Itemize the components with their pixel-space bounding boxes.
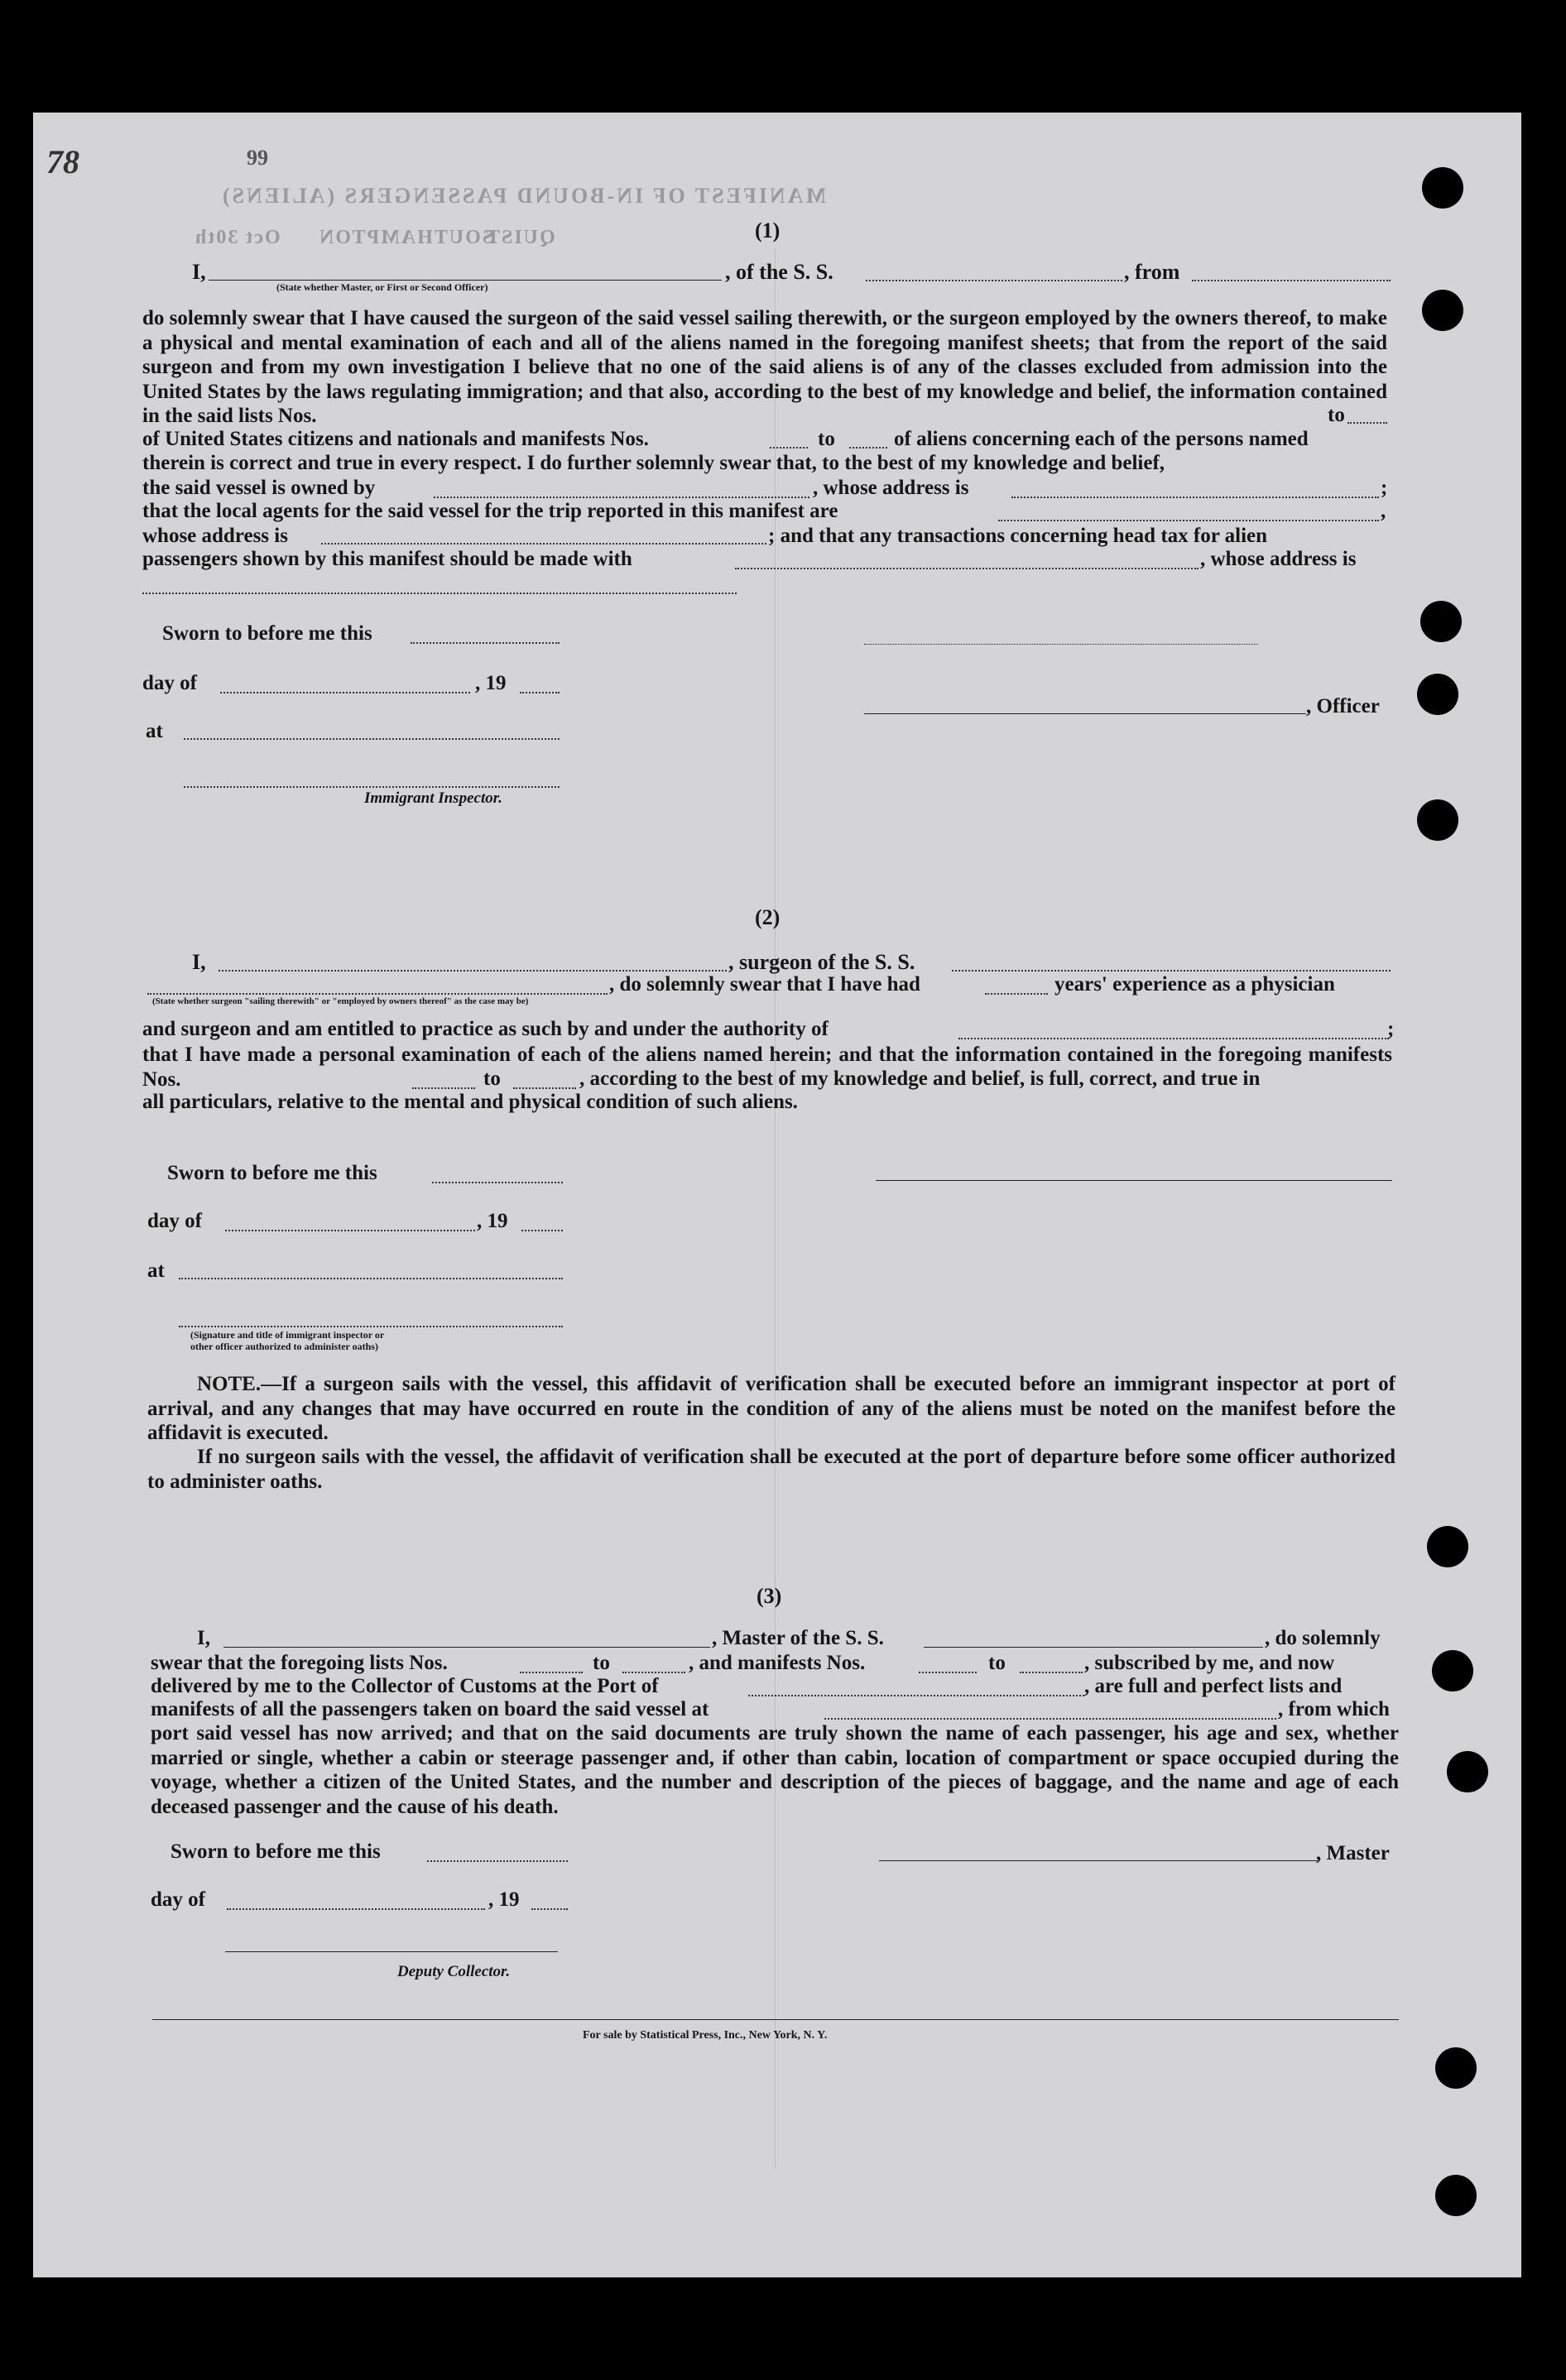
label-and-manifests: , and manifests Nos. — [689, 1652, 866, 1674]
day-of-label: day of — [147, 1210, 202, 1232]
label-I: I, — [192, 950, 206, 974]
label-whose-address: , whose address is — [813, 477, 969, 499]
vessel-fragment: QUIST — [485, 227, 555, 248]
oath-paragraph: do solemnly swear that I have caused the surgeon of the said vessel sailing therewith, or the surgeon employed by the owners thereof, to make a physical and mental examination of each and all of the aliens named in the foregoing manifest sheets; that from the report of the said surgeon and from my own investigation I believe that no one of the said aliens is of any of the classes excluded from admission into the United States by the laws regulating immigration; and that also, according to the best of my knowledge and belief, the information contained in the said lists Nos. — [142, 307, 1387, 427]
section-number: (2) — [755, 905, 781, 929]
collector-signature-blank[interactable] — [225, 1951, 558, 1952]
manifest-to-blank[interactable] — [849, 447, 887, 449]
at-label: at — [147, 1260, 165, 1282]
place-blank[interactable] — [184, 738, 560, 740]
body-end: all particulars, relative to the mental and physical condition of such aliens. — [142, 1091, 798, 1113]
punch-hole — [1435, 2047, 1477, 2089]
master-name-blank[interactable] — [223, 1647, 710, 1648]
line-therein: therein is correct and true in every respect. I do further solemnly swear that, to the best of my knowledge and belief, — [142, 452, 1165, 474]
label-to: to — [988, 1652, 1006, 1674]
master-label: , Master — [1316, 1842, 1390, 1864]
punch-hole — [1427, 1526, 1468, 1567]
line-citizens: of United States citizens and nationals and manifests Nos. — [142, 428, 649, 450]
manifest-number: 99 — [247, 146, 268, 170]
punch-hole — [1447, 1751, 1488, 1792]
head-tax-contact-blank[interactable] — [735, 568, 1199, 569]
year-blank[interactable] — [531, 1908, 568, 1910]
from-port-blank[interactable] — [1192, 280, 1391, 281]
year-label: , 19 — [475, 672, 507, 694]
label-subscribed: , subscribed by me, and now — [1084, 1652, 1335, 1674]
sworn-label: Sworn to before me this — [171, 1840, 381, 1863]
officer-name-blank[interactable] — [209, 280, 722, 281]
lists-to-blank[interactable] — [622, 1672, 685, 1673]
inspector-caption: Immigrant Inspector. — [364, 789, 502, 807]
departure-port: SOUTHAMPTON — [318, 227, 494, 248]
label-whose-address-end: , whose address is — [1200, 548, 1357, 570]
master-signature-blank[interactable] — [879, 1860, 1318, 1861]
label-delivered: delivered by me to the Collector of Customs at the Port of — [151, 1675, 659, 1697]
punch-hole — [1435, 2175, 1477, 2216]
label-from: , from — [1124, 260, 1180, 284]
sworn-label: Sworn to before me this — [167, 1162, 377, 1184]
punch-hole — [1417, 799, 1458, 841]
label-passengers-shown: passengers shown by this manifest should be made with — [142, 548, 632, 570]
label-authority: and surgeon and am entitled to practice as such by and under the authority of — [142, 1018, 829, 1040]
day-blank[interactable] — [227, 1908, 485, 1910]
owner-blank[interactable] — [434, 497, 809, 498]
signature-caption: (Signature and title of immigrant inspector or — [190, 1329, 385, 1341]
punch-hole — [1420, 601, 1462, 642]
day-blank[interactable] — [225, 1230, 475, 1231]
ship-name-blank[interactable] — [866, 280, 1122, 281]
punch-hole — [1422, 290, 1463, 331]
surgeon-status-blank[interactable] — [147, 993, 608, 995]
at-label: at — [146, 720, 163, 742]
section-number: (1) — [755, 218, 781, 242]
inspector-signature-blank[interactable] — [184, 786, 560, 788]
year-label: , 19 — [488, 1888, 520, 1911]
label-manifests-taken: manifests of all the passengers taken on board the said vessel at — [151, 1698, 709, 1720]
line-citizens-end: of aliens concerning each of the persons named — [894, 428, 1309, 450]
year-blank[interactable] — [520, 692, 560, 693]
label-to: to — [1324, 404, 1345, 427]
surgeon-name-blank[interactable] — [219, 970, 727, 972]
manifests-from-blank[interactable] — [919, 1672, 977, 1673]
manifest-to-blank[interactable] — [513, 1087, 576, 1089]
officer-signature-top-blank[interactable] — [864, 644, 1258, 645]
handwritten-mark: 78 — [46, 143, 79, 180]
surgeon-signature-blank[interactable] — [876, 1180, 1392, 1181]
punch-hole — [1432, 1650, 1473, 1691]
manifest-from-blank[interactable] — [770, 447, 808, 449]
port-blank[interactable] — [748, 1695, 1084, 1696]
label-from-which: , from which — [1278, 1698, 1390, 1720]
label-to: to — [593, 1652, 610, 1674]
note-text: —If a surgeon sails with the vessel, this affidavit of verification shall be executed before an immigrant inspector at port of arrival, and any changes that may have occurred en route in the condition of any of the aliens must be noted on the manifest before the affidavit is executed. — [147, 1373, 1395, 1444]
label-to: to — [483, 1068, 501, 1090]
day-of-label: day of — [151, 1888, 205, 1911]
body-continued: , according to the best of my knowledge and belief, is full, correct, and true in — [579, 1068, 1261, 1090]
label-surgeon-of: , surgeon of the S. S. — [728, 950, 915, 974]
label-master-of: , Master of the S. S. — [712, 1627, 884, 1649]
master-ship-blank[interactable] — [924, 1647, 1263, 1648]
note-paragraph — [147, 1372, 1395, 1446]
owner-address-blank[interactable] — [1011, 497, 1379, 498]
lists-from-blank[interactable] — [520, 1672, 583, 1673]
note-paragraph-2: If no surgeon sails with the vessel, the affidavit of verification shall be executed at the port of departure before some officer authorized to administer oaths. — [147, 1446, 1395, 1493]
label-do-solemnly: , do solemnly — [1265, 1627, 1381, 1649]
official-signature-blank[interactable] — [179, 1326, 563, 1327]
section-number: (3) — [757, 1584, 782, 1608]
punch-hole — [1422, 167, 1463, 209]
agents-address-blank[interactable] — [321, 543, 766, 545]
surgeon-ship-blank[interactable] — [952, 970, 1391, 972]
label-local-agents: that the local agents for the said vessel for the trip reported in this manifest are — [142, 500, 838, 522]
line-head-tax: ; and that any transactions concerning head tax for alien — [768, 525, 1268, 547]
label-swear-lists: swear that the foregoing lists Nos. — [151, 1652, 448, 1674]
label-to: to — [818, 428, 835, 450]
sworn-date-blank[interactable] — [411, 642, 560, 644]
local-agents-blank[interactable] — [998, 520, 1379, 521]
label-owned-by: the said vessel is owned by — [142, 477, 376, 499]
label-of-ss: , of the S. S. — [725, 260, 833, 284]
label-full-perfect: , are full and perfect lists and — [1084, 1675, 1343, 1697]
note-label: NOTE. — [197, 1373, 262, 1395]
years-blank[interactable] — [985, 993, 1048, 995]
officer-rank-hint: (State whether Master, or First or Second Officer) — [276, 281, 488, 293]
examination-paragraph: that I have made a personal examination of each of the aliens named herein; and that the information contained in the foregoing manifests Nos. — [142, 1044, 1392, 1091]
punch-hole — [1417, 674, 1458, 715]
year-blank[interactable] — [521, 1230, 563, 1231]
head-tax-address-blank[interactable] — [142, 593, 737, 594]
manifest-title: MANIFEST OF IN-BOUND PASSENGERS (ALIENS) — [220, 184, 827, 208]
officer-label: , Officer — [1306, 695, 1380, 717]
footer-rule — [152, 2019, 1399, 2020]
label-years-exp: years' experience as a physician — [1054, 973, 1335, 996]
sworn-label: Sworn to before me this — [162, 622, 372, 645]
day-blank[interactable] — [220, 692, 470, 693]
officer-signature-blank[interactable] — [864, 713, 1306, 714]
year-label: , 19 — [477, 1210, 508, 1232]
printer-line: For sale by Statistical Press, Inc., New York, N. Y. — [583, 2029, 828, 2042]
label-do-swear: , do solemnly swear that I have had — [609, 973, 920, 996]
surgeon-status-hint: (State whether surgeon "sailing therewith" or "employed by owners thereof" as the case may be) — [152, 996, 529, 1006]
signature-caption: other officer authorized to administer oaths) — [190, 1341, 378, 1352]
sworn-date-blank[interactable] — [432, 1182, 563, 1183]
manifests-to-blank[interactable] — [1020, 1672, 1083, 1673]
day-of-label: day of — [142, 672, 197, 694]
lists-to-blank[interactable] — [1347, 422, 1387, 424]
authority-blank[interactable] — [958, 1038, 1389, 1039]
label-I: I, — [192, 260, 206, 284]
place-blank[interactable] — [179, 1278, 563, 1279]
label-whose-address-is: whose address is — [142, 525, 288, 547]
collector-caption: Deputy Collector. — [397, 1963, 511, 1980]
delivery-paragraph: port said vessel has now arrived; and that on the said documents are truly shown the name of each passenger, his age and sex, whether married or single, whether a cabin or steerage passenger and, if other than cabin, location of compartment or space occupied during the voyage, whether a citizen of the United States, and the number and description of the pieces of baggage, and the name and age of each deceased passenger and the cause of his death. — [151, 1722, 1399, 1818]
sworn-date-blank[interactable] — [427, 1860, 568, 1862]
label-I: I, — [197, 1627, 210, 1649]
manifest-from-blank[interactable] — [412, 1087, 475, 1089]
boarding-port-blank[interactable] — [824, 1718, 1276, 1720]
date-fragment: Oct 30th — [194, 227, 281, 248]
